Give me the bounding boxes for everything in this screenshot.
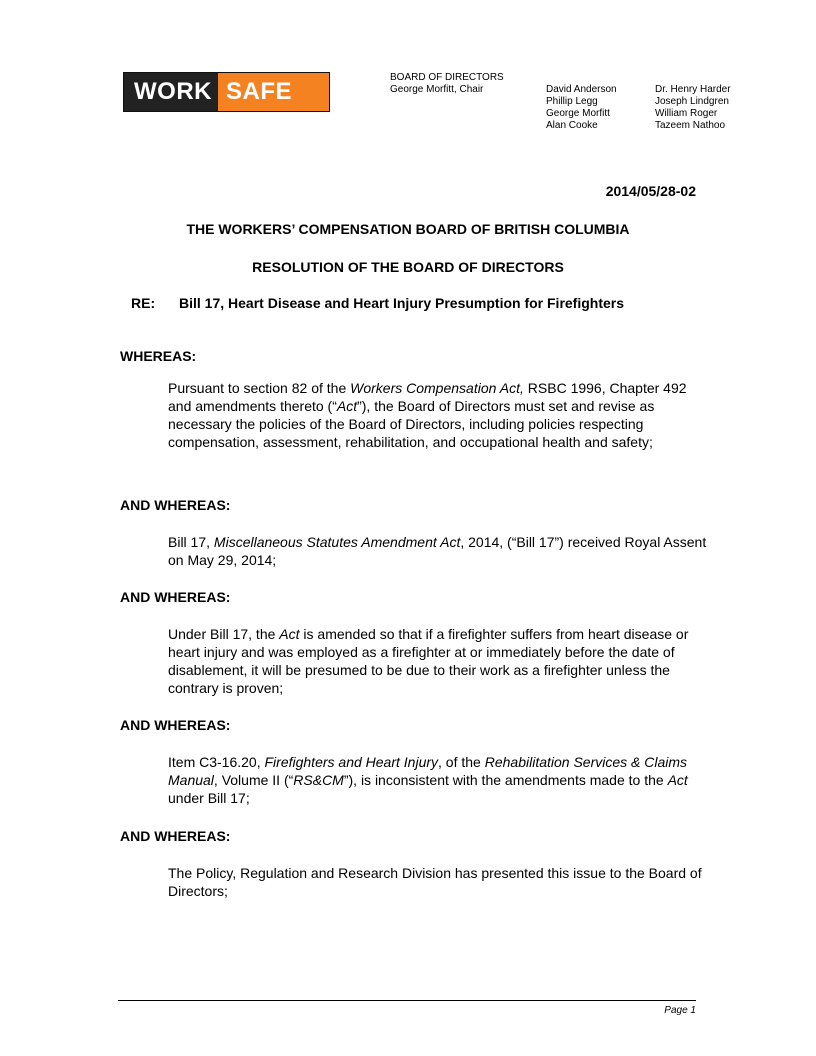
re-subject: Bill 17, Heart Disease and Heart Injury Presumption for Firefighters xyxy=(179,295,625,311)
board-member: David Anderson xyxy=(546,84,617,95)
italic-segment: Firefighters and Heart Injury xyxy=(264,754,439,770)
italic-segment: RS&CM xyxy=(293,772,344,788)
worksafebc-logo xyxy=(123,72,330,143)
footer-divider xyxy=(118,1000,696,1001)
logo-work-text: WORK xyxy=(134,78,212,105)
text-segment: RSBC 1996, Chapter 492 and amendments thereto (“ xyxy=(168,380,687,414)
text-segment: ”), is inconsistent with the amendments made to the xyxy=(343,772,668,788)
document-subtitle: RESOLUTION OF THE BOARD OF DIRECTORS xyxy=(252,259,564,275)
section-heading: AND WHEREAS: xyxy=(120,589,231,605)
text-segment: is amended so that if a firefighter suffers from heart disease or heart injury and was employed as a firefighter at or immediately before the date of disablement, it will be presumed to be due to their work as a firefighter unless the contrary is proven; xyxy=(168,626,689,696)
board-member: Alan Cooke xyxy=(546,120,598,131)
text-segment: , 2014, (“Bill 17”) received Royal Assent on May 29, 2014; xyxy=(168,534,707,568)
text-segment: ”), the Board of Directors must set and revise as necessary the policies of the Board of Directors, including policies respecting compensation, assessment, rehabilitation, and occupational health and safety; xyxy=(168,398,655,450)
board-members-col1 xyxy=(546,84,617,132)
section-heading: AND WHEREAS: xyxy=(120,497,231,513)
section-paragraph xyxy=(168,379,708,451)
italic-segment: Act xyxy=(279,626,300,642)
italic-segment: Rehabilitation Services & Claims Manual xyxy=(168,754,688,788)
section-heading: AND WHEREAS: xyxy=(120,717,231,733)
section-heading: AND WHEREAS: xyxy=(120,828,231,844)
resolution-number: 2014/05/28-02 xyxy=(605,183,696,199)
text-segment: The Policy, Regulation and Research Division has presented this issue to the Board of Directors; xyxy=(168,865,702,899)
re-label: RE: xyxy=(131,295,156,311)
document-title: THE WORKERS’ COMPENSATION BOARD OF BRITISH COLUMBIA xyxy=(186,221,630,237)
board-member: Tazeem Nathoo xyxy=(655,120,726,131)
board-member: Phillip Legg xyxy=(546,96,598,107)
text-segment: Pursuant to section 82 of the xyxy=(168,380,351,396)
board-member: George Morfitt xyxy=(546,108,610,119)
section-paragraph xyxy=(168,864,708,900)
text-segment: Item C3-16.20, xyxy=(168,754,265,770)
board-member: William Roger xyxy=(655,108,718,119)
board-members-col2 xyxy=(655,84,731,132)
board-chair: George Morfitt, Chair xyxy=(390,84,484,95)
board-member: Joseph Lindgren xyxy=(655,96,729,107)
section-paragraph xyxy=(168,533,708,569)
section-paragraph xyxy=(168,625,708,697)
text-segment: Bill 17, xyxy=(168,534,214,550)
section-paragraph xyxy=(168,753,708,807)
text-segment: Under Bill 17, the xyxy=(168,626,280,642)
italic-segment: Act xyxy=(667,772,688,788)
italic-segment: Act xyxy=(336,398,358,414)
text-segment: , of the xyxy=(438,754,485,770)
text-segment: , Volume II (“ xyxy=(213,772,294,788)
board-member: Dr. Henry Harder xyxy=(655,84,731,95)
section-heading: WHEREAS: xyxy=(120,348,197,364)
logo-safebc-text: SAFE BC xyxy=(218,73,329,111)
board-heading-block xyxy=(390,72,504,96)
italic-segment: Miscellaneous Statutes Amendment Act xyxy=(213,534,461,550)
page-number: Page 1 xyxy=(664,1005,696,1016)
italic-segment: Workers Compensation Act, xyxy=(350,380,524,396)
board-heading: BOARD OF DIRECTORS xyxy=(390,72,504,83)
text-segment: under Bill 17; xyxy=(168,790,250,806)
